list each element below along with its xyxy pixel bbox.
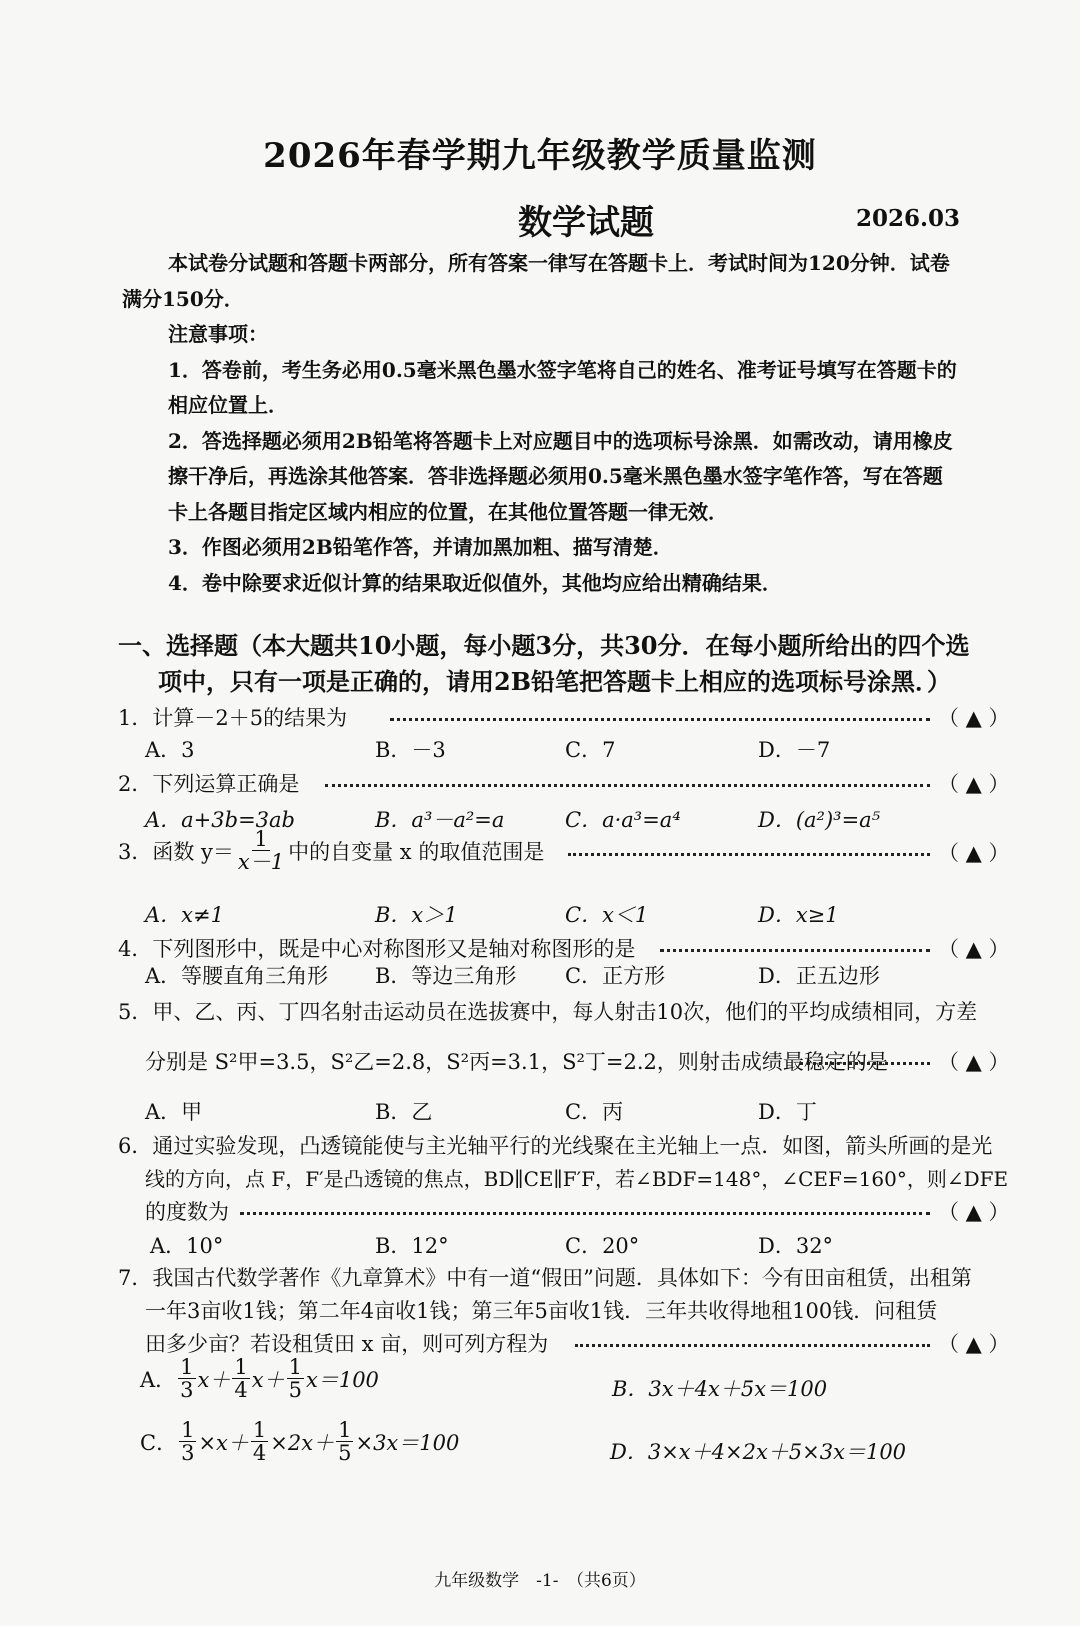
q7-c-frac1-den: 3 <box>181 1441 195 1466</box>
q2-leader-dots <box>325 784 930 787</box>
q7-a-term3: x＝100 <box>305 1367 379 1392</box>
q3-answer-mark: （ ▲ ） <box>938 841 1010 865</box>
q3-stem <box>118 828 544 873</box>
q3-option-d: D．x≥1 <box>758 903 839 927</box>
q7-a-frac3-num: 1 <box>288 1355 302 1379</box>
q3-option-b: B．x＞1 <box>375 903 458 927</box>
q1-leader-dots <box>390 718 930 721</box>
q3-option-a: A．x≠1 <box>145 903 224 927</box>
q1-option-c: C．7 <box>565 738 616 762</box>
q5-answer-mark: （ ▲ ） <box>938 1050 1010 1074</box>
q7-leader-dots <box>575 1344 930 1347</box>
q7-c-frac2-num: 1 <box>252 1418 267 1442</box>
q6-option-d: D．32° <box>758 1234 834 1258</box>
q3-fraction <box>236 828 286 873</box>
subject-title: 数学试题 <box>518 203 654 243</box>
q5-stem-2: 分别是 S²甲=3.5，S²乙=2.8，S²丙=3.1，S²丁=2.2，则射击成绩最稳定的是 <box>145 1050 888 1074</box>
q1-option-d: D．－7 <box>758 738 831 762</box>
q7-c-frac2-den: 4 <box>252 1441 267 1466</box>
q6-option-b: B．12° <box>375 1234 449 1258</box>
q4-option-c: C．正方形 <box>565 964 666 988</box>
notice-2b: 擦干净后，再选涂其他答案．答非选择题必须用0.5毫米黑色墨水签字笔作答，写在答题 <box>168 464 943 488</box>
notice-4: 4．卷中除要求近似计算的结果取近似值外，其他均应给出精确结果． <box>168 571 782 595</box>
q5-option-c: C．丙 <box>565 1100 624 1124</box>
q7-a-frac1-num: 1 <box>180 1355 194 1379</box>
q1-option-a: A．3 <box>145 738 195 762</box>
page-title: 2026年春学期九年级教学质量监测 <box>263 136 817 176</box>
q7-answer-mark: （ ▲ ） <box>938 1332 1010 1356</box>
q2-option-d: D．(a²)³=a⁵ <box>758 808 881 832</box>
q1-option-b: B．－3 <box>375 738 446 762</box>
q3-stem-post: 中的自变量 x 的取值范围是 <box>288 839 545 864</box>
q7-c-frac3-num: 1 <box>338 1418 352 1442</box>
q7-a-term1: x＋ <box>197 1367 231 1392</box>
page-footer: 九年级数学 -1- （共6页） <box>434 1571 646 1591</box>
q3-fraction-denominator: x－1 <box>237 850 285 875</box>
q7-a-frac2-num: 1 <box>234 1355 248 1379</box>
notice-3: 3．作图必须用2B铅笔作答，并请加黑加粗、描写清楚． <box>168 535 673 559</box>
q7-c-term2: ×2x＋ <box>270 1430 335 1455</box>
intro-line-1: 本试卷分试题和答题卡两部分，所有答案一律写在答题卡上．考试时间为120分钟．试卷 <box>168 251 950 275</box>
q6-stem-3: 的度数为 <box>145 1200 229 1224</box>
q2-option-b: B．a³－a²=a <box>375 808 505 832</box>
q5-option-b: B．乙 <box>375 1100 433 1124</box>
q5-option-a: A．甲 <box>145 1100 203 1124</box>
q5-stem-1: 5．甲、乙、丙、丁四名射击运动员在选拔赛中，每人射击10次，他们的平均成绩相同，方差 <box>118 1000 978 1024</box>
q7-option-a <box>140 1356 379 1401</box>
q4-option-b: B．等边三角形 <box>375 964 517 988</box>
q5-option-d: D．丁 <box>758 1100 817 1124</box>
q6-answer-mark: （ ▲ ） <box>938 1200 1010 1224</box>
q1-stem: 1．计算－2＋5的结果为 <box>118 706 348 730</box>
q7-stem-2: 一年3亩收1钱；第二年4亩收1钱；第三年5亩收1钱．三年共收得地租100钱．问租赁 <box>145 1299 938 1323</box>
q7-option-a-label: A． <box>140 1367 177 1392</box>
q6-stem-1: 6．通过实验发现，凸透镜能使与主光轴平行的光线聚在主光轴上一点．如图，箭头所画的是光 <box>118 1134 993 1158</box>
q6-option-a: A．10° <box>150 1234 224 1258</box>
notice-1b: 相应位置上． <box>168 393 288 417</box>
q6-stem-2: 线的方向，点 F，F′是凸透镜的焦点，BD∥CE∥F′F，若∠BDF=148°，∠CEF=160°，则∠DFE <box>145 1167 1009 1191</box>
q3-fraction-numerator: 1 <box>254 827 268 851</box>
q4-option-a: A．等腰直角三角形 <box>145 964 329 988</box>
q7-stem-1: 7．我国古代数学著作《九章算术》中有一道“假田”问题．具体如下：今有田亩租赁，出租第 <box>118 1266 972 1290</box>
intro-line-2: 满分150分． <box>122 287 244 311</box>
q7-a-frac1-den: 3 <box>180 1378 194 1403</box>
q7-a-frac3-den: 5 <box>288 1378 302 1403</box>
q4-answer-mark: （ ▲ ） <box>938 937 1010 961</box>
q7-stem-3: 田多少亩？若设租赁田 x 亩，则可列方程为 <box>145 1332 549 1356</box>
q4-leader-dots <box>660 949 930 952</box>
q4-option-d: D．正五边形 <box>758 964 880 988</box>
q7-c-frac1-num: 1 <box>181 1418 195 1442</box>
notice-2c: 卡上各题目指定区域内相应的位置，在其他位置答题一律无效． <box>168 500 728 524</box>
q7-option-d: D．3×x＋4×2x＋5×3x＝100 <box>610 1440 907 1464</box>
q7-option-b: B．3x＋4x＋5x＝100 <box>612 1377 828 1401</box>
notice-1a: 1．答卷前，考生务必用0.5毫米黑色墨水签字笔将自己的姓名、准考证号填写在答题卡的 <box>168 358 957 382</box>
q5-leader-dots <box>800 1062 930 1065</box>
q2-answer-mark: （ ▲ ） <box>938 772 1010 796</box>
section-1-line-1: 一、选择题（本大题共10小题，每小题3分，共30分．在每小题所给出的四个选 <box>118 631 970 660</box>
q2-stem: 2．下列运算正确是 <box>118 772 300 796</box>
q2-option-c: C．a·a³=a⁴ <box>565 808 681 832</box>
q3-option-c: C．x＜1 <box>565 903 649 927</box>
q3-stem-pre: 3．函数 y＝ <box>118 839 234 864</box>
q7-c-frac3-den: 5 <box>338 1441 352 1466</box>
exam-date: 2026.03 <box>856 205 961 232</box>
notice-title: 注意事项： <box>168 322 268 346</box>
q7-a-term2: x＋ <box>251 1367 285 1392</box>
q7-option-c-label: C． <box>140 1430 178 1455</box>
q6-option-c: C．20° <box>565 1234 640 1258</box>
q3-leader-dots <box>568 853 930 856</box>
q4-stem: 4．下列图形中，既是中心对称图形又是轴对称图形的是 <box>118 937 636 961</box>
q7-c-term1: ×x＋ <box>198 1430 249 1455</box>
notice-2a: 2．答选择题必须用2B铅笔将答题卡上对应题目中的选项标号涂黑．如需改动，请用橡皮 <box>168 429 953 453</box>
section-1-line-2: 项中，只有一项是正确的，请用2B铅笔把答题卡上相应的选项标号涂黑．） <box>158 667 951 696</box>
q7-option-c <box>140 1419 459 1464</box>
q7-a-frac2-den: 4 <box>234 1378 248 1403</box>
q2-option-a: A．a+3b=3ab <box>145 808 296 832</box>
q6-leader-dots <box>240 1212 930 1215</box>
q7-c-term3: ×3x＝100 <box>355 1430 460 1455</box>
q1-answer-mark: （ ▲ ） <box>938 706 1010 730</box>
